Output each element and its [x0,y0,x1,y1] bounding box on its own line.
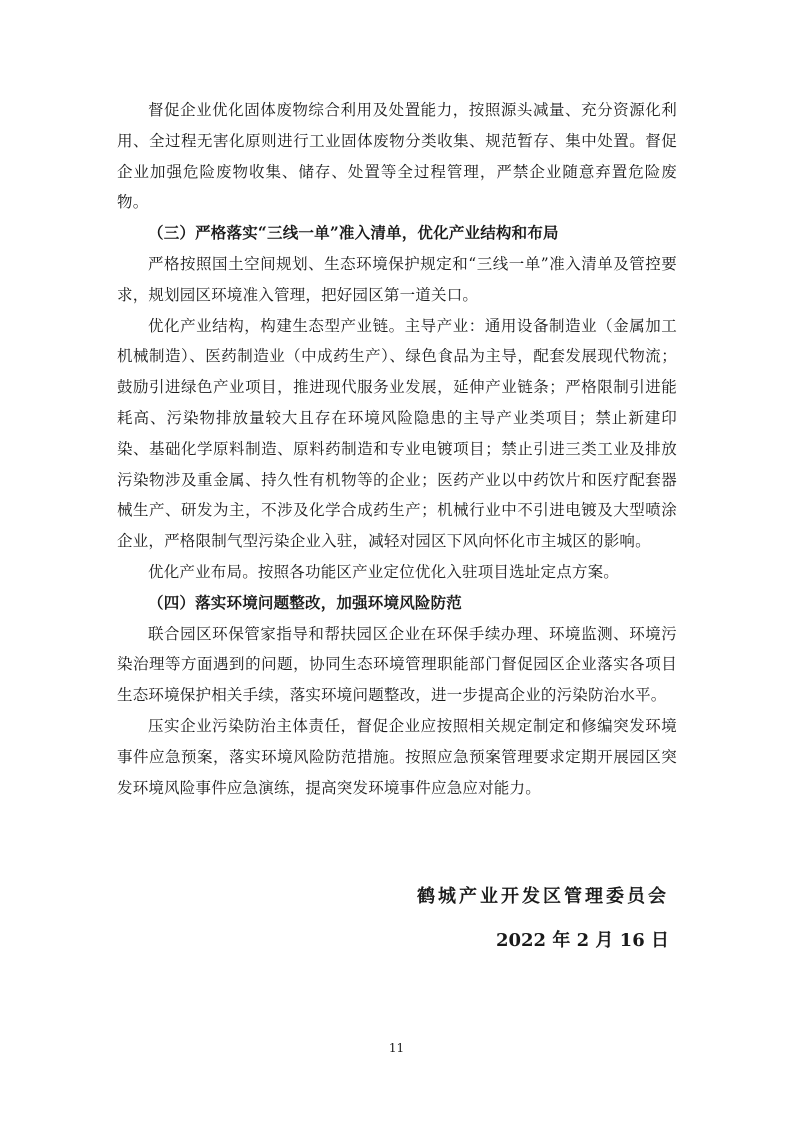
section-heading-four: （四）落实环境问题整改，加强环境风险防范 [148,592,463,612]
issue-date: 2022 年 2 月 16 日 [495,930,669,951]
section-heading-three: （三）严格落实“三线一单”准入清单，优化产业结构和布局 [148,223,559,243]
paragraph-industry-structure: 优化产业结构，构建生态型产业链。主导产业：通用设备制造业（金属加工机械制造）、医药制造业（中成药生产）、绿色食品为主导，配套发展现代物流；鼓励引进绿色产业项目，推进现代服务业发展，延伸产业链条；严格限制引进能耗高、污染物排放量较大且存在环境风险隐患的主导产业类项目；禁止新建印染、基础化学原料制造、原料药制造和专业电镀项目；禁止引进三类工业及排放污染物涉及重金属、持久性有机物等的企业；医药产业以中药饮片和医疗配套器械生产、研发为主，不涉及化学合成药生产；机械行业中不引进电镀及大型喷涂企业，严格限制气型污染企业入驻，减轻对园区下风向怀化市主城区的影响。 [117,316,677,551]
issuer-signature: 鹤城产业开发区管理委员会 [417,886,669,907]
paragraph-industry-layout: 优化产业布局。按照各功能区产业定位优化入驻项目选址定点方案。 [148,562,620,581]
page-number: 11 [388,1041,405,1055]
paragraph-access-list: 严格按照国土空间规划、生态环境保护规定和“三线一单”准入清单及管控要求，规划园区环境准入管理，把好园区第一道关口。 [117,254,677,304]
document-body [117,95,677,803]
paragraph-emergency-plan: 压实企业污染防治主体责任，督促企业应按照相关规定制定和修编突发环境事件应急预案，落实环境风险防范措施。按照应急预案管理要求定期开展园区突发环境风险事件应急演练，提高突发环境事件应急应对能力。 [117,716,677,797]
paragraph-rectification: 联合园区环保管家指导和帮扶园区企业在环保手续办理、环境监测、环境污染治理等方面遇到的问题，协同生态环境管理职能部门督促园区企业落实各项目生态环境保护相关手续，落实环境问题整改，进一步提高企业的污染防治水平。 [117,624,677,705]
paragraph-solid-waste: 督促企业优化固体废物综合利用及处置能力，按照源头减量、充分资源化利用、全过程无害化原则进行工业固体废物分类收集、规范暂存、集中处置。督促企业加强危险废物收集、储存、处置等全过程管理，严禁企业随意弃置危险废物。 [117,101,677,212]
